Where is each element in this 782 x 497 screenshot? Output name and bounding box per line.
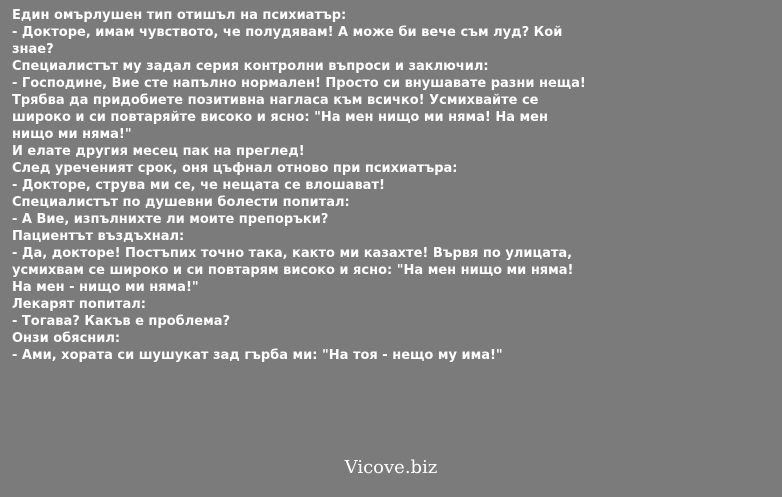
joke-line: Пациентът въздъхнал:: [12, 229, 185, 244]
joke-line: - Господине, Вие сте напълно нормален! Просто си внушавате разни неща! Трябва да придобиете позитивна нагласа към всичко! Усмихвайте се широко и си повтаряйте високо и ясно: "На мен нищо ми няма! На мен нищо ми няма!": [12, 76, 586, 142]
joke-line: След уреченият срок, оня цъфнал отново при психиатъра:: [12, 161, 458, 176]
joke-line: - Да, докторе! Постъпих точно така, както ми казахте! Вървя по улицата, усмихвам се широко и си повтарям високо и ясно: "На мен нищо ми няма! На мен - нищо ми няма!": [12, 246, 574, 295]
joke-line: - Тогава? Какъв е проблема?: [12, 314, 231, 329]
joke-line: Специалистът му задал серия контролни въпроси и заключил:: [12, 59, 489, 74]
joke-line: Специалистът по душевни болести попитал:: [12, 195, 350, 210]
site-brand: Vicove.biz: [344, 457, 438, 478]
joke-text: [12, 7, 587, 364]
joke-line: - Докторе, струва ми се, че нещата се влошават!: [12, 178, 385, 193]
joke-line: Лекарят попитал:: [12, 297, 146, 312]
joke-line: - Докторе, имам чувството, че полудявам! А може би вече съм луд? Кой знае?: [12, 25, 563, 57]
joke-line: Един омърлушен тип отишъл на психиатър:: [12, 8, 347, 23]
joke-line: Онзи обяснил:: [12, 331, 121, 346]
joke-line: - Ами, хората си шушукат зад гърба ми: "На тоя - нещо му има!": [12, 348, 503, 363]
joke-line: И елате другия месец пак на преглед!: [12, 144, 305, 159]
joke-line: - А Вие, изпълнихте ли моите препоръки?: [12, 212, 329, 227]
